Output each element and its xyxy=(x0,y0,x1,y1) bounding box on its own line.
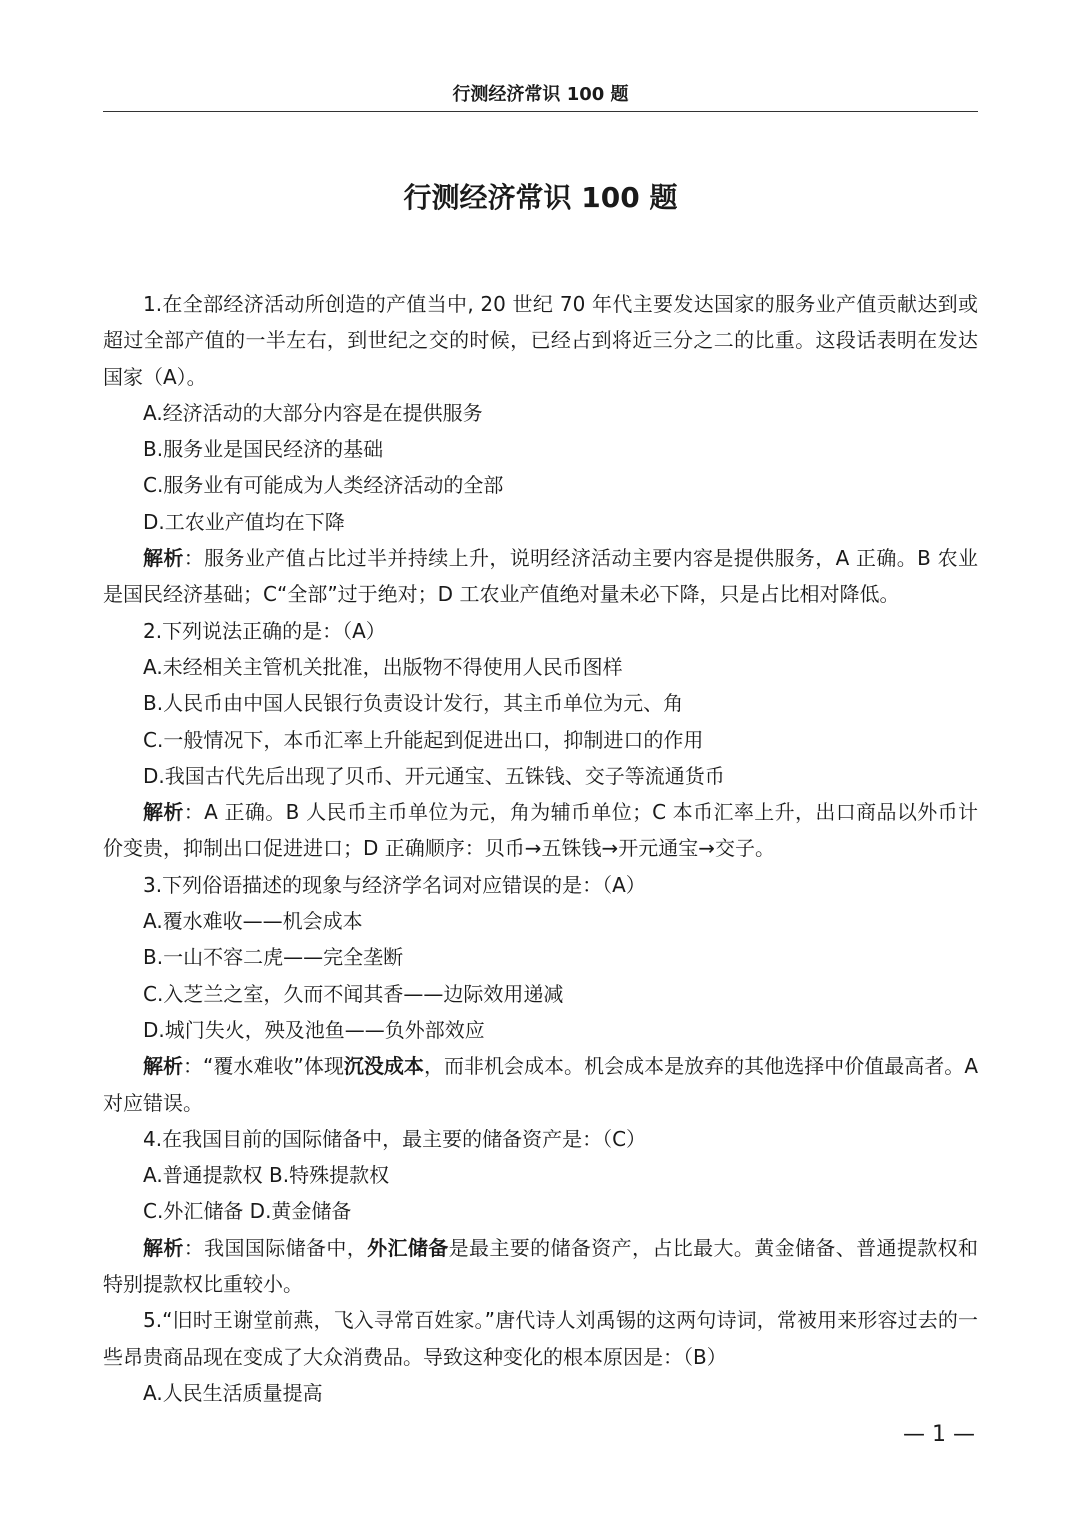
q3-stem: 3.下列俗语描述的现象与经济学名词对应错误的是：（A） xyxy=(143,872,646,897)
q3-analysis-post: ，而非机会成本。机会成本是放弃的其他选择中价值最高者。A 对应错误。 xyxy=(103,1054,979,1115)
q1-stem: 1.在全部经济活动所创造的产值当中, 20 世纪 70 年代主要发达国家的服务业产值贡献达到或超过全部产值的一半左右，到世纪之交的时候，已经占到将近三分之二的比重。这段话表明在发达国家（A）。 xyxy=(103,292,978,389)
q1-option-b: B.服务业是国民经济的基础 xyxy=(143,437,384,462)
q4-analysis-pre: ：我国国际储备中， xyxy=(183,1235,368,1260)
q2-stem: 2.下列说法正确的是：（A） xyxy=(143,618,386,643)
q3-analysis-label: 解析 xyxy=(143,1054,184,1079)
q5-stem: 5.“旧时王谢堂前燕，飞入寻常百姓家。”唐代诗人刘禹锡的这两句诗词，常被用来形容过去的一些昂贵商品现在变成了大众消费品。导致这种变化的根本原因是：（B） xyxy=(103,1308,978,1369)
q3-option-c: C.入芝兰之室，久而不闻其香——边际效用递减 xyxy=(143,981,564,1006)
q2-option-b: B.人民币由中国人民银行负责设计发行，其主币单位为元、角 xyxy=(143,691,684,716)
q1-option-c: C.服务业有可能成为人类经济活动的全部 xyxy=(143,473,504,498)
q1-analysis-text: ：服务业产值占比过半并持续上升，说明经济活动主要内容是提供服务，A 正确。B 农业是国民经济基础；C“全部”过于绝对；D 工农业产值绝对量未必下降，只是占比相对降低。 xyxy=(103,546,978,607)
q3-option-d: D.城门失火，殃及池鱼——负外部效应 xyxy=(143,1017,485,1042)
document-body xyxy=(103,286,978,1411)
q1-analysis xyxy=(103,540,978,613)
q4-analysis-label: 解析 xyxy=(143,1235,184,1260)
q4-analysis-post: 是最主要的储备资产，占比最大。黄金储备、普通提款权和特别提款权比重较小。 xyxy=(103,1235,978,1297)
q2-option-d: D.我国古代先后出现了贝币、开元通宝、五铢钱、交子等流通货币 xyxy=(143,763,725,788)
q1-analysis-label: 解析 xyxy=(143,546,184,571)
header-rule xyxy=(103,111,978,112)
q2-analysis-label: 解析 xyxy=(143,800,184,825)
q3-analysis-keyword: 沉没成本 xyxy=(343,1054,424,1079)
document-title: 行测经济常识 100 题 xyxy=(403,181,678,214)
q2-option-a: A.未经相关主管机关批准，出版物不得使用人民币图样 xyxy=(143,654,623,679)
q3-analysis xyxy=(103,1048,978,1121)
q1-option-d: D.工农业产值均在下降 xyxy=(143,509,345,534)
q4-stem: 4.在我国目前的国际储备中，最主要的储备资产是：（C） xyxy=(143,1126,647,1151)
q1-option-a: A.经济活动的大部分内容是在提供服务 xyxy=(143,400,483,425)
q3-option-b: B.一山不容二虎——完全垄断 xyxy=(143,945,404,970)
q3-option-a: A.覆水难收——机会成本 xyxy=(143,909,363,934)
running-header: 行测经济常识 100 题 xyxy=(452,84,629,105)
q3-analysis-pre: ：“覆水难收”体现 xyxy=(183,1054,344,1079)
q4-analysis-keyword: 外汇储备 xyxy=(367,1235,449,1260)
q5-option-a: A.人民生活质量提高 xyxy=(143,1380,323,1405)
q2-analysis-text: ：A 正确。B 人民币主币单位为元，角为辅币单位；C 本币汇率上升，出口商品以外币计价变贵，抑制出口促进进口；D 正确顺序：贝币→五铢钱→开元通宝→交子。 xyxy=(103,800,978,861)
q4-analysis xyxy=(103,1230,978,1303)
q4-options-cd: C.外汇储备 D.黄金储备 xyxy=(143,1199,352,1224)
page-number: — 1 — xyxy=(903,1422,975,1447)
q2-option-c: C.一般情况下，本币汇率上升能起到促进出口，抑制进口的作用 xyxy=(143,727,704,752)
q2-analysis xyxy=(103,794,978,867)
q4-options-ab: A.普通提款权 B.特殊提款权 xyxy=(143,1163,390,1188)
